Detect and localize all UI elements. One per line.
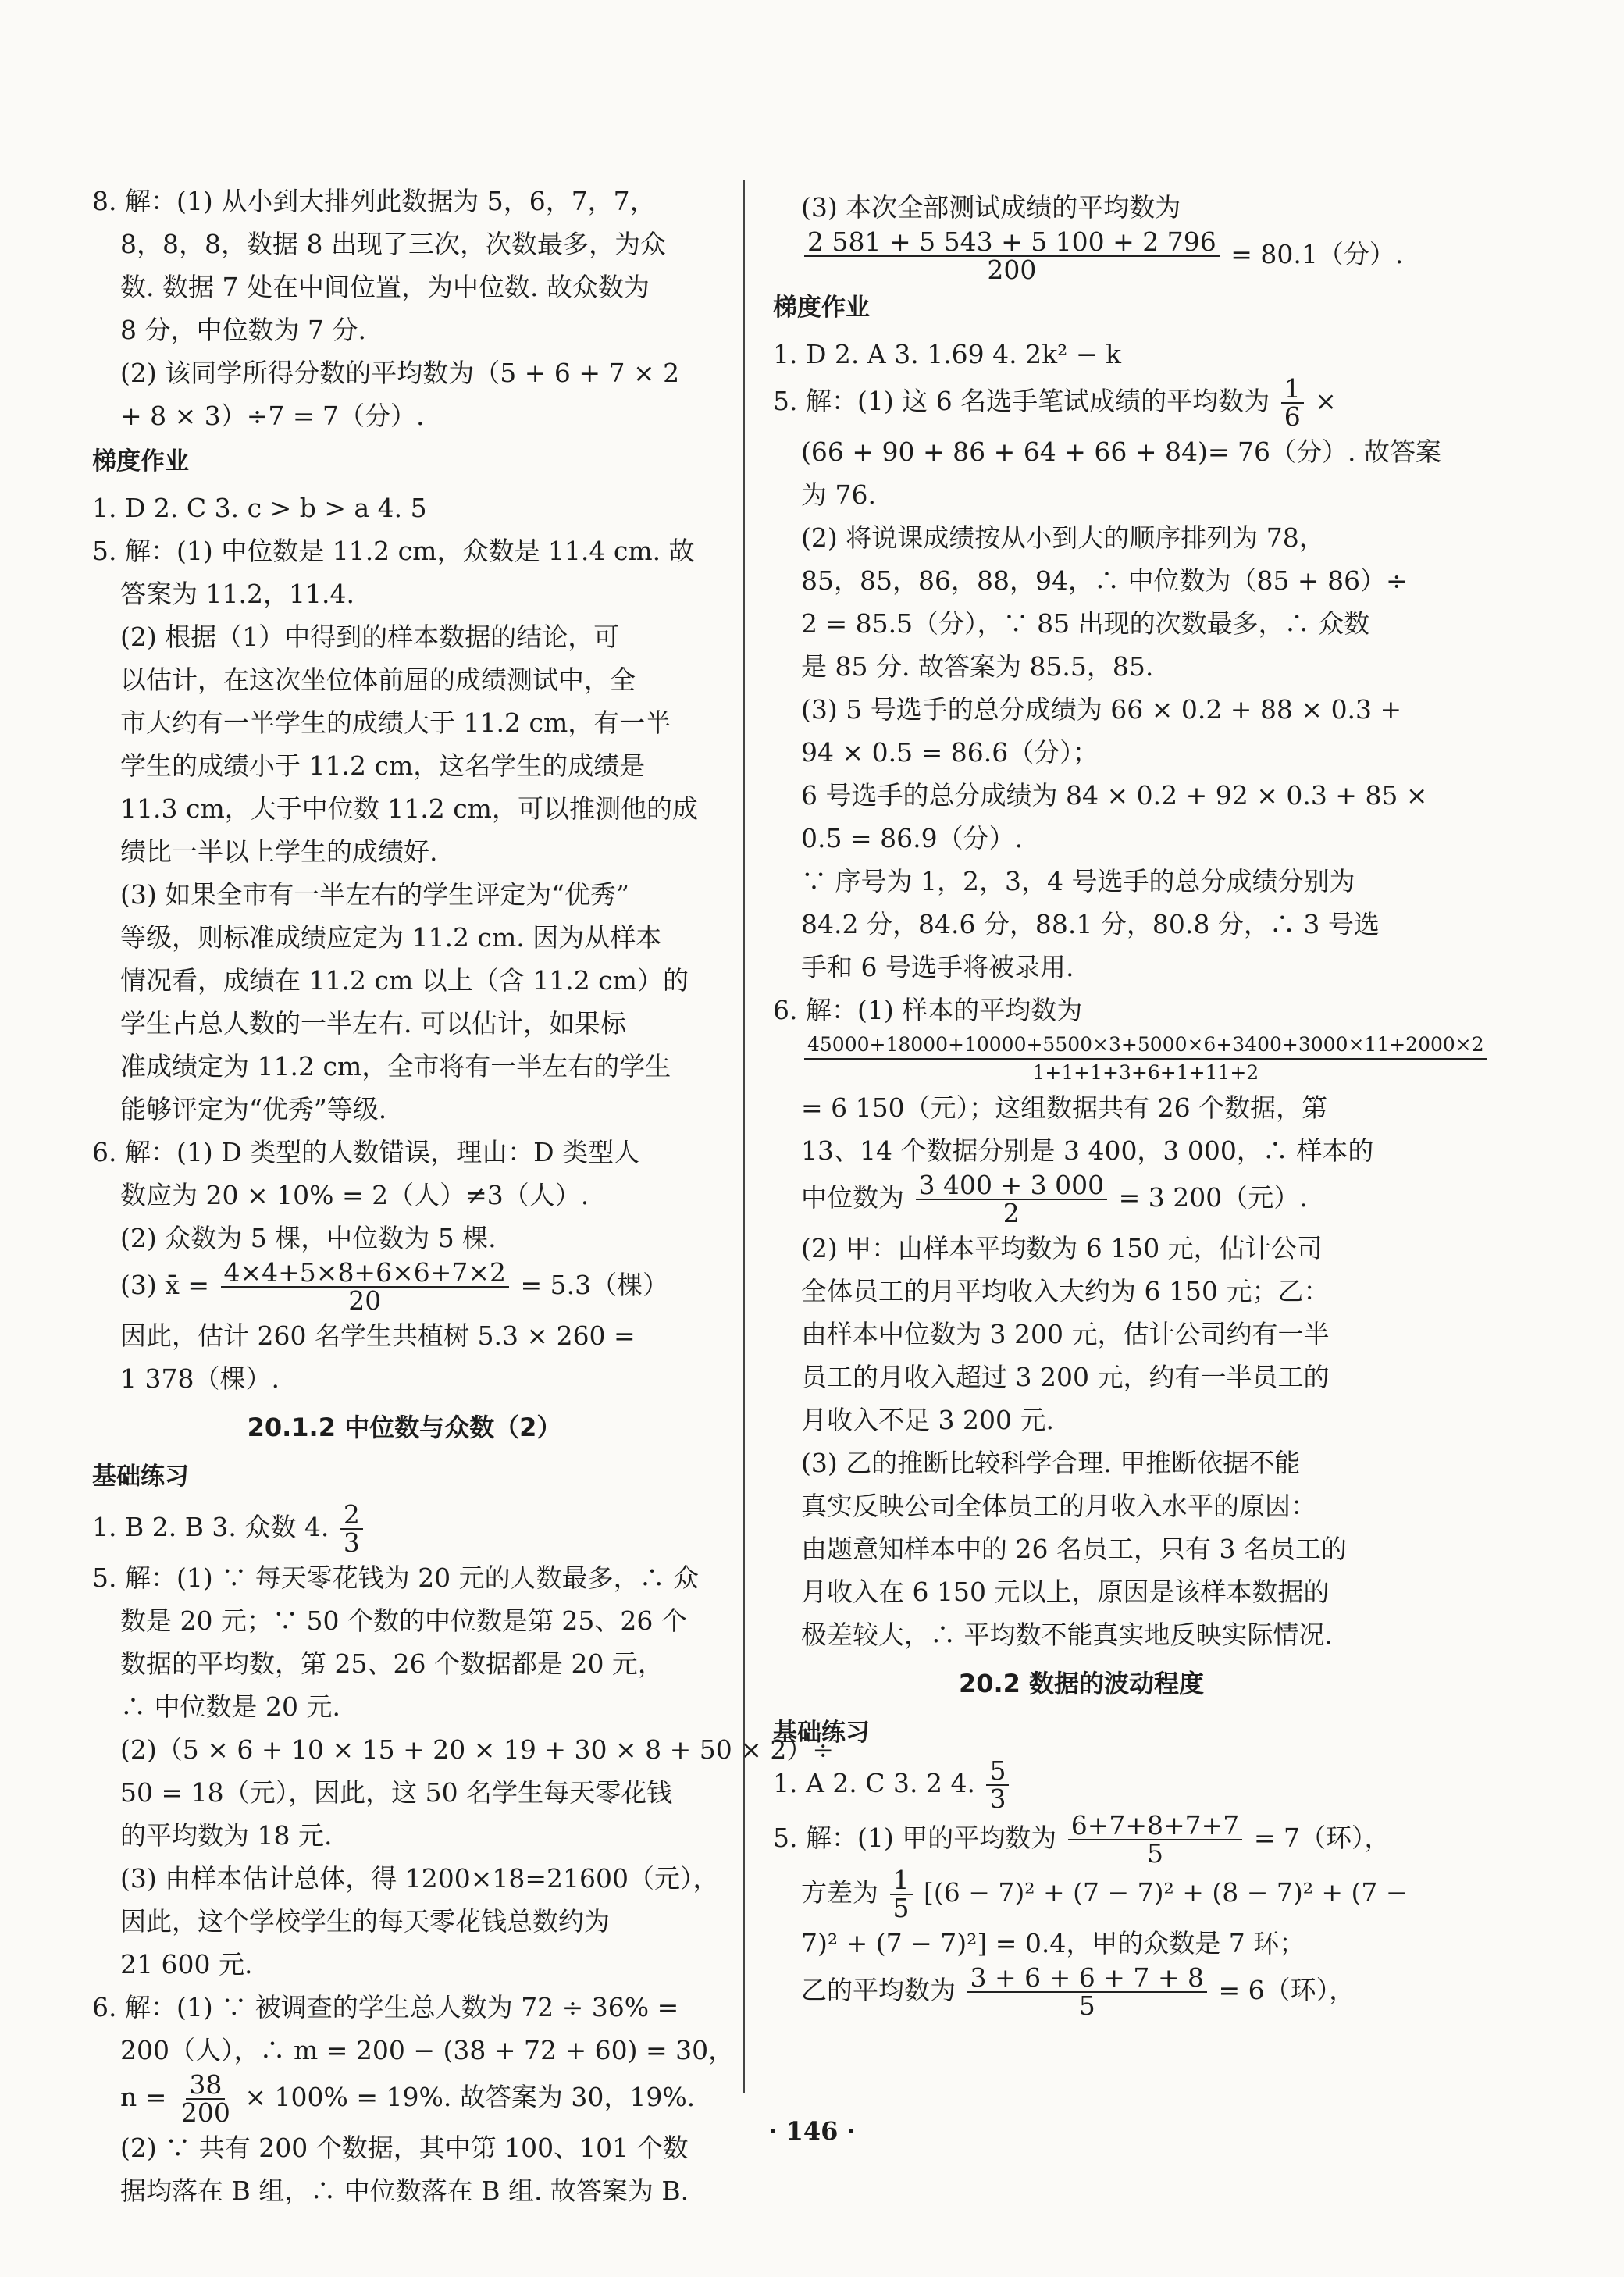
r5-line: (2) 将说课成绩按从小到大的顺序排列为 78，	[801, 522, 1325, 553]
b6-line: (2) ∵ 共有 200 个数据，其中第 100、101 个数	[120, 2133, 689, 2163]
r6-line: 13、14 个数据分别是 3 400，3 000，∴ 样本的	[801, 1135, 1374, 1166]
r5-line: 0.5 = 86.9（分）.	[801, 823, 1024, 853]
b5-line: (2)（5 × 6 + 10 × 15 + 20 × 19 + 30 × 8 + 50 × 2）÷	[120, 1734, 834, 1765]
column-divider	[743, 180, 745, 2093]
answers-prefix: 1. B 2. B 3. 众数 4.	[92, 1512, 329, 1542]
fraction-denominator: 200	[987, 255, 1037, 285]
c5-line: 7)² + (7 − 7)²] = 0.4，甲的众数是 7 环；	[801, 1928, 1305, 1958]
r6-line: 由样本中位数为 3 200 元，估计公司约有一半	[801, 1319, 1330, 1349]
q6-line: 1 378（棵）.	[120, 1363, 280, 1394]
formula-prefix: 乙的平均数为	[801, 1975, 956, 2005]
fraction-numerator: 5	[986, 1758, 1009, 1786]
b5-line: 数据的平均数，第 25、26 个数据都是 20 元，	[120, 1648, 664, 1679]
formula-suffix: ×	[1315, 386, 1337, 416]
r5-line: ∵ 序号为 1，2，3，4 号选手的总分成绩分别为	[801, 866, 1355, 896]
fraction-denominator: 200	[180, 2097, 230, 2128]
formula-prefix: 5. 解：(1) 甲的平均数为	[773, 1823, 1057, 1853]
b5-line: 5. 解：(1) ∵ 每天零花钱为 20 元的人数最多，∴ 众	[92, 1563, 700, 1593]
answers-line	[773, 1755, 1390, 1814]
q8-line: + 8 × 3）÷7 = 7（分）.	[120, 401, 425, 431]
r5-formula-line	[773, 373, 1390, 432]
b5-line: 50 = 18（元），因此，这 50 名学生每天零花钱	[120, 1777, 673, 1808]
formula-suffix: = 7（环），	[1253, 1823, 1391, 1853]
fraction	[340, 1499, 363, 1558]
formula-suffix: = 80.1（分）.	[1230, 239, 1404, 269]
b5-line: (3) 由样本估计总体，得 1200×18=21600（元），	[120, 1863, 719, 1894]
r5-line: 85，85，86，88，94，∴ 中位数为（85 + 86）÷	[801, 565, 1408, 596]
fraction-denominator: 3	[343, 1527, 360, 1558]
r5-line: (66 + 90 + 86 + 64 + 66 + 84)= 76（分）. 故答案	[801, 437, 1441, 467]
formula-prefix: 方差为	[801, 1877, 878, 1908]
fraction-denominator: 2	[1003, 1198, 1020, 1228]
fraction-denominator: 20	[348, 1285, 382, 1316]
fraction-numerator: 45000+18000+10000+5500×3+5000×6+3400+3000×11+2000×2	[804, 1032, 1487, 1060]
fraction	[1281, 373, 1304, 432]
q5-line: 11.3 cm，大于中位数 11.2 cm，可以推测他的成	[120, 793, 698, 824]
formula-suffix: [(6 − 7)² + (7 − 7)² + (8 − 7)² + (7 −	[924, 1877, 1408, 1908]
fraction-numerator: 3 + 6 + 6 + 7 + 8	[967, 1965, 1208, 1993]
b5-line: 21 600 元.	[120, 1949, 253, 1979]
q6-formula-line	[92, 1257, 717, 1316]
formula-prefix: 中位数为	[801, 1182, 904, 1213]
q5-line: (2) 根据（1）中得到的样本数据的结论，可	[120, 622, 620, 652]
q8-line: 8，8，8，数据 8 出现了三次，次数最多，为众	[120, 229, 666, 259]
b6-line: 6. 解：(1) ∵ 被调查的学生总人数为 72 ÷ 36% =	[92, 1992, 679, 2022]
fraction	[1068, 1812, 1243, 1867]
formula-prefix: 5. 解：(1) 这 6 名选手笔试成绩的平均数为	[773, 386, 1270, 416]
q5-line: 情况看，成绩在 11.2 cm 以上（含 11.2 cm）的	[120, 965, 689, 996]
formula-suffix: = 5.3（棵）	[520, 1270, 669, 1300]
fraction-denominator: 5	[1147, 1838, 1164, 1869]
r6-line: 全体员工的月平均收入大约为 6 150 元；乙：	[801, 1276, 1330, 1306]
q5-line: 学生占总人数的一半左右. 可以估计，如果标	[120, 1008, 626, 1039]
answers-line: 1. D 2. C 3. c > b > a 4. 5	[92, 493, 427, 523]
q5-line: 等级，则标准成绩应定为 11.2 cm. 因为从样本	[120, 922, 662, 953]
c5-formula-line	[773, 1962, 1390, 2021]
q5-line: 准成绩定为 11.2 cm，全市将有一半左右的学生	[120, 1051, 671, 1081]
q8-line: 8 分，中位数为 7 分.	[120, 315, 366, 345]
r5-line: (3) 5 号选手的总分成绩为 66 × 0.2 + 88 × 0.3 +	[801, 694, 1402, 725]
r6-line: = 6 150（元）；这组数据共有 26 个数据，第	[801, 1092, 1328, 1123]
r6-line: 月收入不足 3 200 元.	[801, 1405, 1054, 1435]
section-title-20-2: 20.2 数据的波动程度	[958, 1669, 1205, 1698]
section-title-20-1-2: 20.1.2 中位数与众数（2）	[247, 1413, 562, 1442]
formula-suffix: = 6（环），	[1218, 1975, 1355, 2005]
r6-line: 由题意知样本中的 26 名员工，只有 3 名员工的	[801, 1534, 1347, 1564]
q8-line: 8. 解：(1) 从小到大排列此数据为 5，6，7，7，	[92, 186, 656, 216]
r5-line: 手和 6 号选手将被录用.	[801, 952, 1074, 982]
q5-line: (3) 如果全市有一半左右的学生评定为“优秀”	[120, 879, 629, 910]
page-number: · 146 ·	[768, 2116, 856, 2146]
r6-line: 极差较大，∴ 平均数不能真实地反映实际情况.	[801, 1620, 1333, 1650]
r6-line: 6. 解：(1) 样本的平均数为	[773, 995, 1083, 1025]
fraction-denominator: 3	[989, 1783, 1006, 1814]
answers-line: 1. D 2. A 3. 1.69 4. 2k² − k	[773, 339, 1121, 369]
fraction	[804, 226, 1220, 285]
q5-line: 以估计，在这次坐位体前屈的成绩测试中，全	[120, 665, 636, 695]
q6-line: 因此，估计 260 名学生共植树 5.3 × 260 =	[120, 1320, 636, 1351]
fraction	[916, 1172, 1108, 1227]
answers-prefix: 1. A 2. C 3. 2 4.	[773, 1768, 975, 1798]
fraction-numerator: 2 581 + 5 543 + 5 100 + 2 796	[804, 229, 1220, 257]
formula-prefix: (3) x̄ =	[120, 1270, 209, 1300]
r3-formula-line	[773, 226, 1404, 285]
q5-line: 答案为 11.2，11.4.	[120, 579, 354, 609]
q6-line: 6. 解：(1) D 类型的人数错误，理由：D 类型人	[92, 1137, 640, 1167]
c5-formula-line	[773, 1812, 1390, 1867]
q8-line: 数. 数据 7 处在中间位置，为中位数. 故众数为	[120, 272, 650, 302]
r3-line: (3) 本次全部测试成绩的平均数为	[801, 192, 1181, 223]
b5-line: 因此，这个学校学生的每天零花钱总数约为	[120, 1906, 610, 1937]
fraction-numerator: 2	[340, 1502, 363, 1530]
fraction-numerator: 3 400 + 3 000	[916, 1172, 1108, 1200]
r5-line: 是 85 分. 故答案为 85.5，85.	[801, 651, 1154, 682]
r5-line: 为 76.	[801, 479, 876, 510]
r6-line: (2) 甲：由样本平均数为 6 150 元，估计公司	[801, 1233, 1323, 1263]
r6-line: (3) 乙的推断比较科学合理. 甲推断依据不能	[801, 1448, 1301, 1478]
fraction	[221, 1257, 510, 1316]
fraction-numerator: 1	[890, 1867, 913, 1895]
section-heading-tidu: 梯度作业	[92, 447, 189, 476]
fraction-denominator: 1+1+1+3+6+1+11+2	[1032, 1061, 1259, 1084]
fraction-denominator: 6	[1284, 401, 1301, 432]
b5-line: ∴ 中位数是 20 元.	[120, 1691, 340, 1722]
q8-line: (2) 该同学所得分数的平均数为（5 + 6 + 7 × 2	[120, 358, 680, 388]
formula-suffix: = 3 200（元）.	[1118, 1182, 1308, 1213]
c5-formula-line	[773, 1865, 1408, 1923]
section-heading-jichu: 基础练习	[773, 1719, 870, 1747]
q5-line: 能够评定为“优秀”等级.	[120, 1094, 387, 1124]
q5-line: 学生的成绩小于 11.2 cm，这名学生的成绩是	[120, 750, 646, 781]
fraction-numerator: 4×4+5×8+6×6+7×2	[221, 1260, 510, 1288]
r6-formula-line	[773, 1172, 1390, 1227]
fraction	[986, 1755, 1009, 1814]
q6-line: 数应为 20 × 10% = 2（人）≠3（人）.	[120, 1180, 589, 1210]
q5-line: 5. 解：(1) 中位数是 11.2 cm，众数是 11.4 cm. 故	[92, 536, 695, 566]
b5-line: 数是 20 元；∵ 50 个数的中位数是第 25、26 个	[120, 1605, 687, 1636]
r6-line: 月收入在 6 150 元以上，原因是该样本数据的	[801, 1577, 1330, 1607]
r6-line: 员工的月收入超过 3 200 元，约有一半员工的	[801, 1362, 1330, 1392]
b6-line: 200（人），∴ m = 200 − (38 + 72 + 60) = 30，	[120, 2035, 735, 2065]
fraction-numerator: 38	[186, 2072, 225, 2100]
fraction-denominator: 5	[1078, 1990, 1095, 2021]
fraction-numerator: 6+7+8+7+7	[1068, 1812, 1243, 1840]
r5-line: 2 = 85.5（分），∵ 85 出现的次数最多，∴ 众数	[801, 608, 1370, 639]
section-heading-jichu: 基础练习	[92, 1463, 189, 1491]
q5-line: 绩比一半以上学生的成绩好.	[120, 836, 438, 867]
r6-line: 真实反映公司全体员工的月收入水平的原因：	[801, 1491, 1316, 1521]
formula-suffix: × 100% = 19%. 故答案为 30，19%.	[244, 2082, 696, 2112]
formula-prefix: n =	[120, 2082, 167, 2112]
fraction-denominator: 5	[892, 1893, 910, 1923]
r5-line: 94 × 0.5 = 86.6（分）；	[801, 737, 1099, 768]
fraction	[967, 1962, 1208, 2021]
fraction-numerator: 1	[1281, 376, 1304, 404]
r6-formula-line	[773, 1032, 1484, 1086]
right-column	[773, 186, 1484, 2021]
q6-line: (2) 众数为 5 棵，中位数为 5 棵.	[120, 1223, 497, 1253]
q5-line: 市大约有一半学生的成绩大于 11.2 cm，有一半	[120, 707, 671, 738]
b5-line: 的平均数为 18 元.	[120, 1820, 333, 1851]
r5-line: 6 号选手的总分成绩为 84 × 0.2 + 92 × 0.3 + 85 ×	[801, 780, 1428, 811]
section-heading-tidu: 梯度作业	[773, 294, 870, 322]
fraction	[804, 1032, 1487, 1086]
answers-line	[92, 1499, 717, 1558]
b6-line: 据均落在 B 组，∴ 中位数落在 B 组. 故答案为 B.	[120, 2175, 689, 2206]
r5-line: 84.2 分，84.6 分，88.1 分，80.8 分，∴ 3 号选	[801, 909, 1380, 939]
fraction	[890, 1867, 913, 1922]
